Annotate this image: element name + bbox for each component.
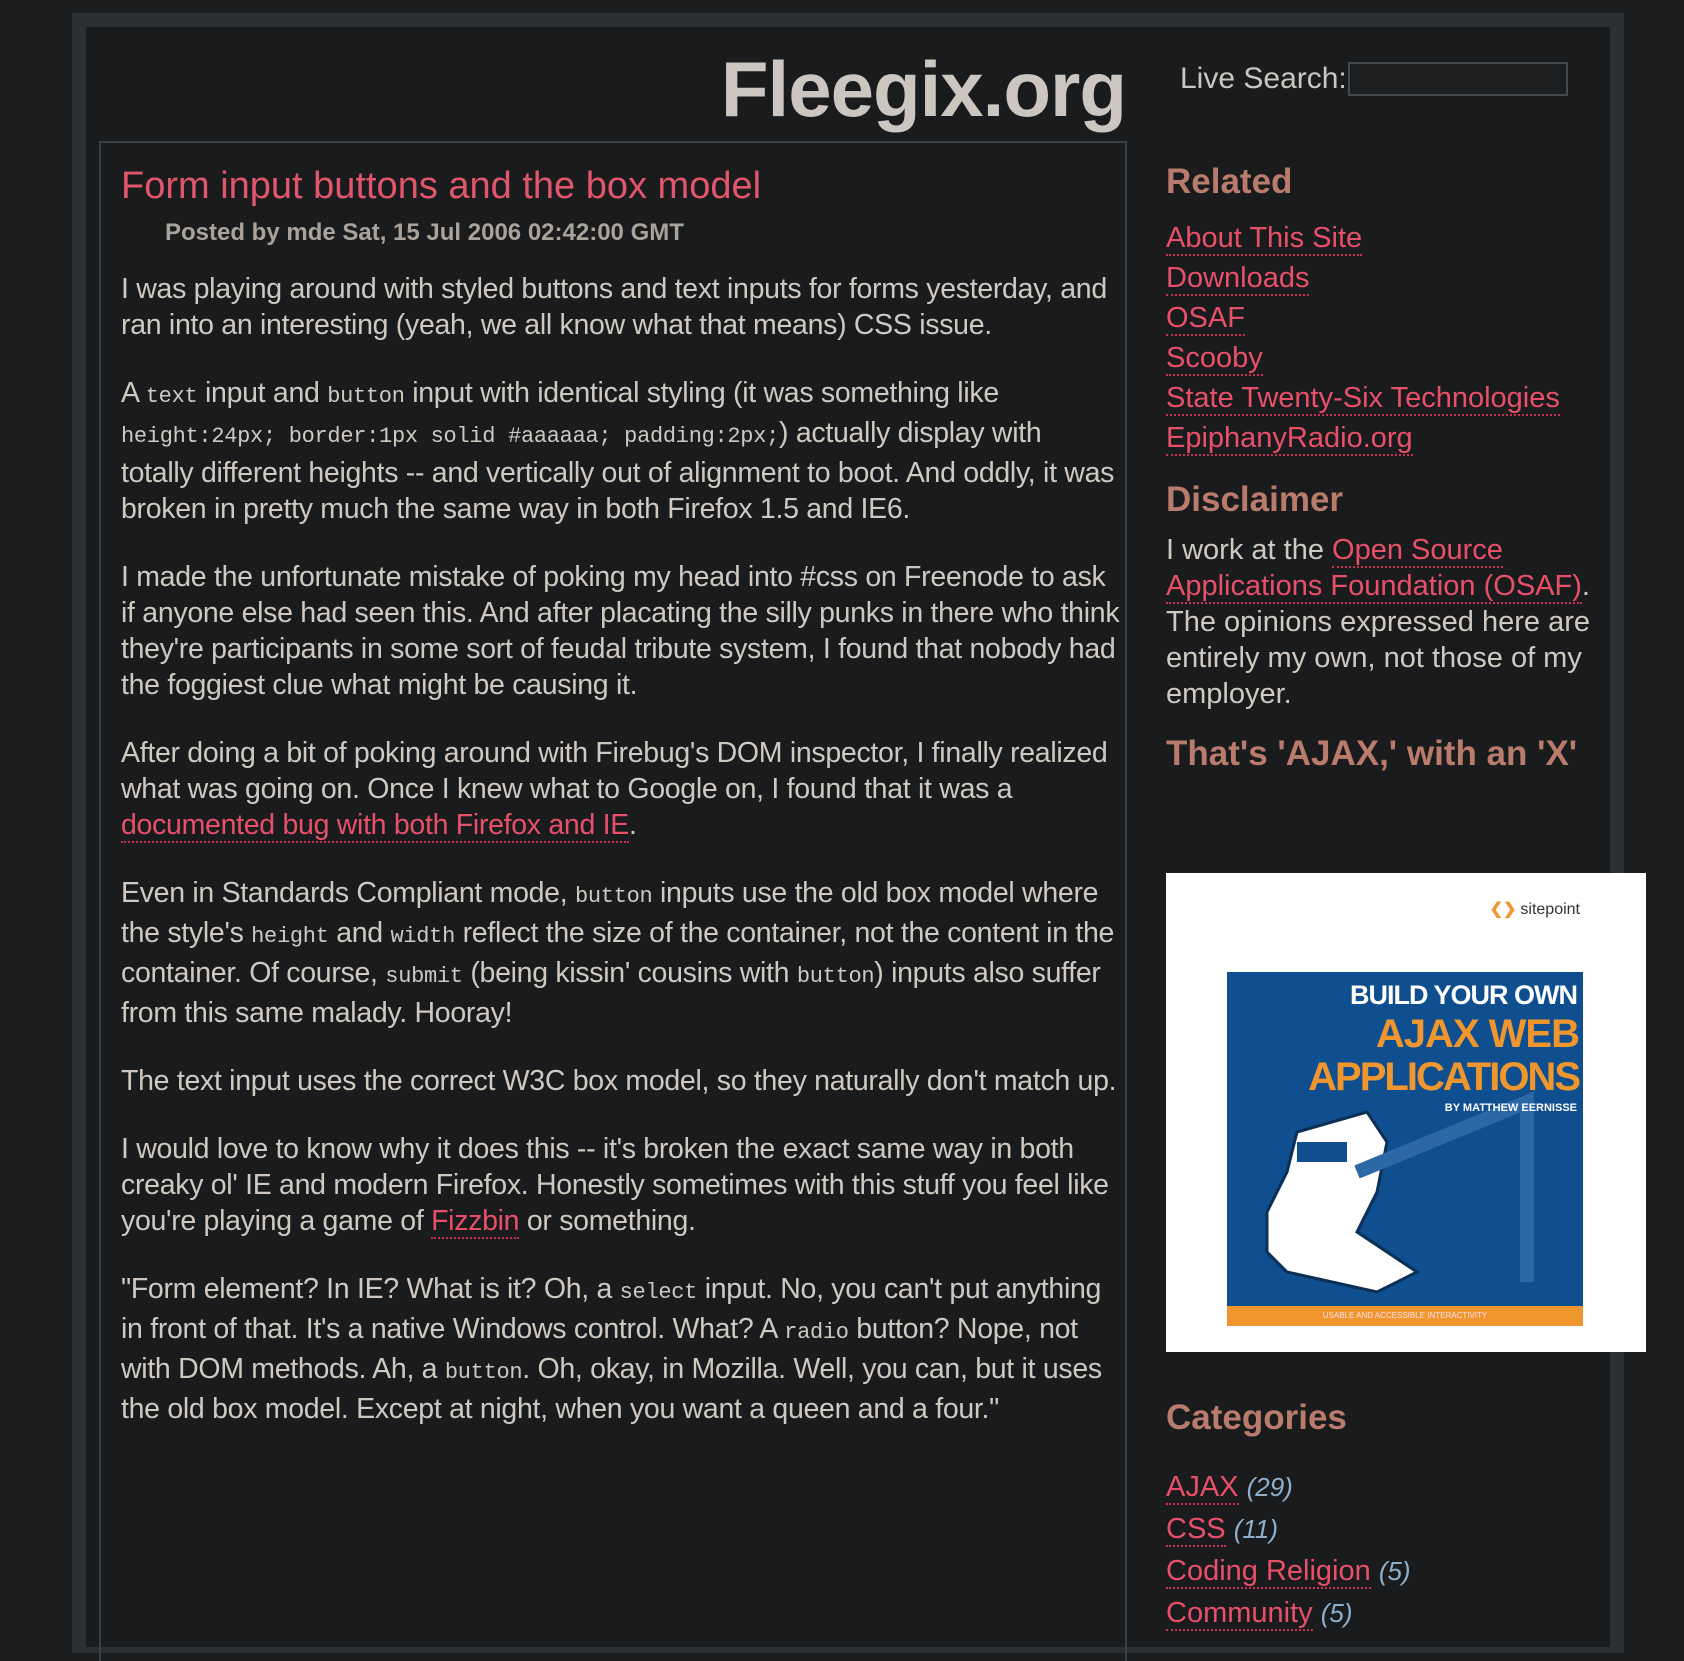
category-item — [1166, 1508, 1626, 1550]
related-item — [1166, 298, 1626, 338]
category-link[interactable]: Coding Religion — [1166, 1555, 1371, 1587]
post-paragraph — [121, 375, 1121, 527]
inline-code: submit — [385, 964, 463, 989]
post-title[interactable]: Form input buttons and the box model — [121, 165, 762, 207]
category-count: (5) — [1320, 1598, 1353, 1628]
post-paragraph — [121, 1271, 1121, 1427]
related-item — [1166, 418, 1626, 458]
book-cover: BUILD YOUR OWN AJAX WEB APPLICATIONS BY MATTHEW EERNISSE USABLE AND ACCESSIBLE INTERACTIVITY — [1227, 972, 1583, 1326]
categories-heading: Categories — [1166, 1398, 1347, 1437]
text-run: A — [121, 377, 146, 409]
disclaimer-heading: Disclaimer — [1166, 480, 1344, 519]
post-paragraph — [121, 1063, 1121, 1099]
related-heading: Related — [1166, 162, 1293, 201]
related-link[interactable]: OSAF — [1166, 302, 1245, 334]
related-link[interactable]: Downloads — [1166, 262, 1310, 294]
text-run: input. No, you can't put anything in front of that. It's a native Windows control. What? A — [121, 1273, 1102, 1345]
post-paragraph — [121, 735, 1121, 843]
text-run: ) actually display with totally different heights -- and vertically out of alignment to boot. And oddly, it was broken in pretty much the same way in both Firefox 1.5 and IE6. — [121, 417, 1115, 525]
text-run: . — [628, 809, 637, 841]
related-item — [1166, 218, 1626, 258]
post-meta: Posted by mde Sat, 15 Jul 2006 02:42:00 GMT — [165, 219, 684, 246]
text-run: I was playing around with styled buttons and text inputs for forms yesterday, and ran into an interesting (yeah, we all know what that means) CSS issue. — [121, 273, 1107, 341]
text-run: button? Nope, not with DOM methods. Ah, a — [121, 1313, 1078, 1385]
ajax-heading: That's 'AJAX,' with an 'X' — [1166, 734, 1578, 773]
inline-code: height — [251, 924, 329, 949]
post-container — [99, 141, 1127, 1661]
category-count: (5) — [1378, 1556, 1411, 1586]
text-run: I made the unfortunate mistake of poking my head into #css on Freenode to ask if anyone else had seen this. And after placating the silly punks in there who think they're participants in some sort of feudal tribute system, I found that nobody had the foggiest clue what might be causing it. — [121, 561, 1120, 701]
disclaimer-text — [1166, 532, 1626, 712]
post-body — [121, 271, 1121, 1459]
text-run: "Form element? In IE? What is it? Oh, a — [121, 1273, 620, 1305]
inline-code: text — [145, 384, 198, 409]
inline-code: height:24px; border:1px solid #aaaaaa; padding:2px; — [121, 424, 780, 449]
related-link[interactable]: State Twenty-Six Technologies — [1166, 382, 1560, 414]
inline-code: width — [390, 924, 455, 949]
text-run: (being kissin' cousins with — [462, 957, 797, 989]
category-links — [1166, 1466, 1626, 1634]
inline-code: button — [574, 884, 653, 909]
category-link[interactable]: Community — [1166, 1597, 1313, 1629]
text-run: After doing a bit of poking around with Firebug's DOM inspector, I finally realized what was going on. Once I knew what to Google on, I found that it was a — [121, 737, 1108, 805]
sitepoint-logo: ❮❯ sitepoint — [1489, 901, 1580, 918]
text-run: reflect the size of the container, not the content in the container. Of course, — [121, 917, 1115, 989]
category-item — [1166, 1550, 1626, 1592]
text-run: or something. — [519, 1205, 696, 1237]
related-link[interactable]: About This Site — [1166, 222, 1363, 254]
text-run: ) inputs also suffer from this same malady. Hooray! — [121, 957, 1101, 1029]
text-run: input and — [197, 377, 328, 409]
post-paragraph — [121, 559, 1121, 703]
book-cover-image[interactable] — [1166, 873, 1646, 1352]
text-run: I would love to know why it does this -- it's broken the exact same way in both creaky ol' IE and modern Firefox. Honestly sometimes with this stuff you feel like you're playing a game of — [121, 1133, 1109, 1237]
disclaimer-post: . The opinions expressed here are entirely my own, not those of my employer. — [1166, 570, 1590, 710]
site-title[interactable]: Fleegix.org — [720, 45, 1126, 133]
inline-code: button — [327, 384, 405, 409]
inline-code: radio — [784, 1320, 849, 1345]
inline-code: select — [619, 1280, 698, 1305]
disclaimer-pre: I work at the — [1166, 534, 1333, 566]
category-item — [1166, 1466, 1626, 1508]
text-run: input with identical styling (it was something like — [404, 377, 999, 409]
post-link[interactable]: Fizzbin — [431, 1205, 520, 1237]
category-count: (11) — [1233, 1514, 1279, 1544]
inline-code: button — [444, 1360, 523, 1385]
text-run: . Oh, okay, in Mozilla. Well, you can, but it uses the old box model. Except at night, when you want a queen and a four." — [121, 1353, 1102, 1425]
text-run: and — [328, 917, 391, 949]
category-link[interactable]: AJAX — [1166, 1471, 1239, 1503]
text-run: The text input uses the correct W3C box model, so they naturally don't match up. — [121, 1065, 1117, 1097]
search-label: Live Search: — [1180, 62, 1347, 95]
osaf-link[interactable]: Open Source Applications Foundation (OSAF) — [1166, 534, 1582, 602]
category-item — [1166, 1592, 1626, 1634]
post-paragraph — [121, 875, 1121, 1031]
text-run: Even in Standards Compliant mode, — [121, 877, 575, 909]
related-links — [1166, 218, 1626, 458]
post-paragraph — [121, 271, 1121, 343]
related-item — [1166, 258, 1626, 298]
related-item — [1166, 378, 1626, 418]
category-link[interactable]: CSS — [1166, 1513, 1226, 1545]
related-link[interactable]: EpiphanyRadio.org — [1166, 422, 1413, 454]
inline-code: button — [796, 964, 875, 989]
live-search-input[interactable] — [1348, 62, 1568, 96]
text-run: inputs use the old box model where the style's — [121, 877, 1099, 949]
related-link[interactable]: Scooby — [1166, 342, 1263, 374]
post-paragraph — [121, 1131, 1121, 1239]
post-link[interactable]: documented bug with both Firefox and IE — [121, 809, 629, 841]
category-count: (29) — [1246, 1472, 1293, 1502]
related-item — [1166, 338, 1626, 378]
